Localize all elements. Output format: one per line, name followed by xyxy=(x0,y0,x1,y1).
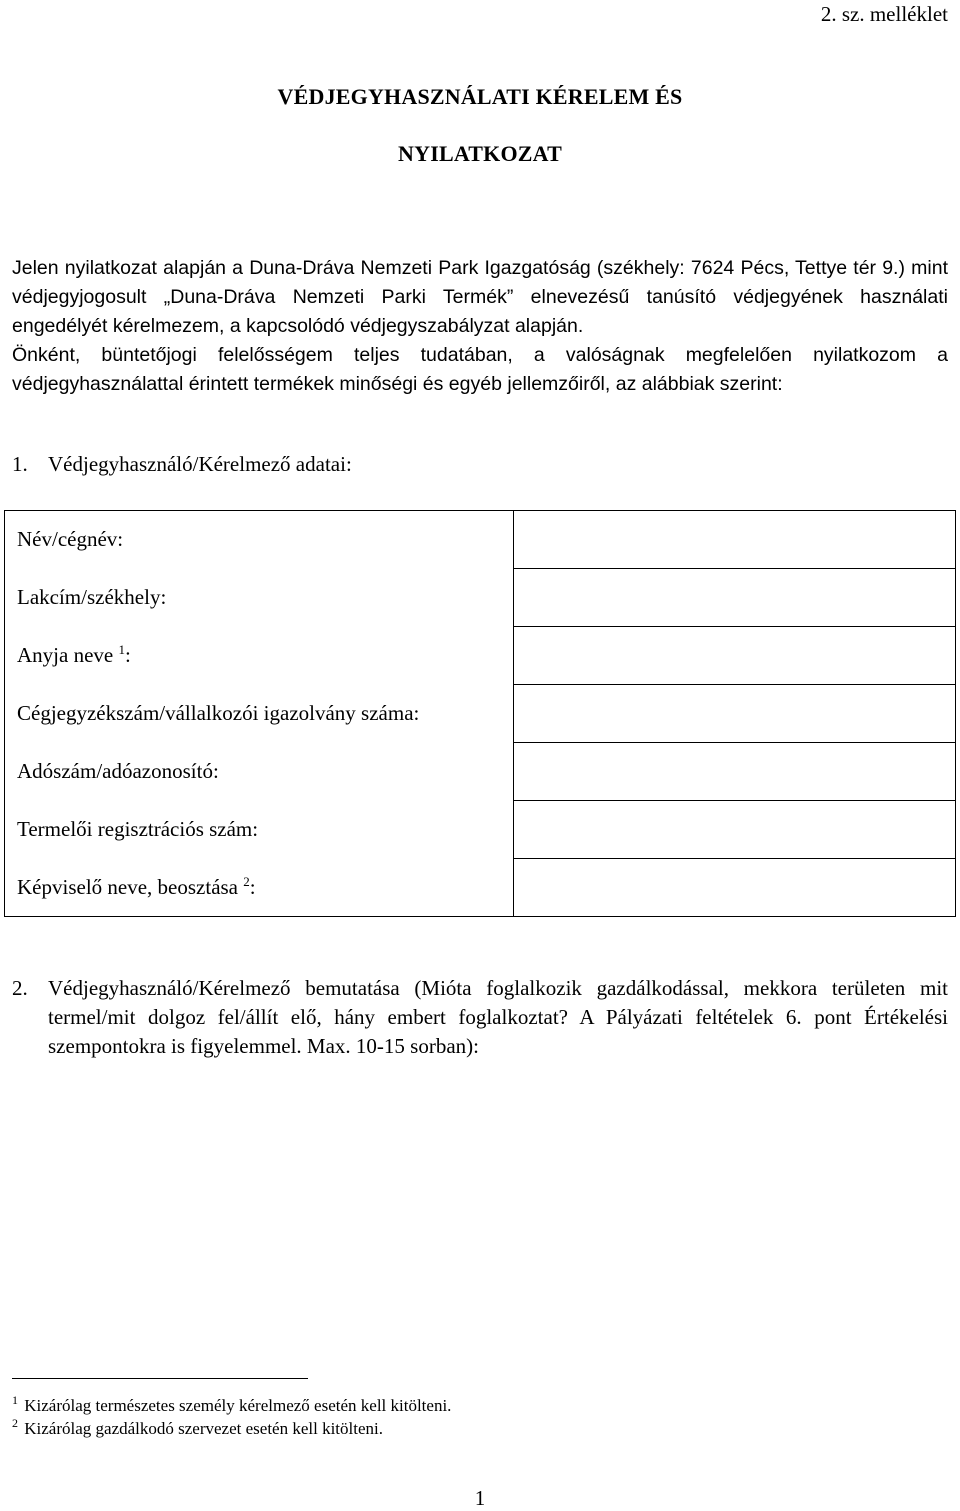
field-label-representative xyxy=(5,859,514,917)
field-value-mother-name[interactable] xyxy=(514,627,956,685)
intro-text xyxy=(12,254,948,399)
section1-heading xyxy=(12,452,352,477)
field-label-tax-number: Adószám/adóazonosító: xyxy=(5,743,514,801)
footnote-separator xyxy=(12,1378,308,1379)
annex-label: 2. sz. melléklet xyxy=(820,2,948,26)
footnote-number: 1 xyxy=(12,1393,18,1407)
field-label-mother-name xyxy=(5,627,514,685)
section1-title: Védjegyhasználó/Kérelmező adatai: xyxy=(48,452,352,476)
footnote-2 xyxy=(12,1417,451,1440)
intro-paragraph-2: Önként, büntetőjogi felelősségem teljes tudatában, a valóságnak megfelelően nyilatkozom a védjegyhasználattal érintett termékek minőségi és egyéb jellemzőiről, az alábbiak szerint: xyxy=(12,344,948,395)
section2-text: Védjegyhasználó/Kérelmező bemutatása (Mióta foglalkozik gazdálkodással, mekkora területen mit termel/mit dolgoz fel/állít elő, hány embert foglalkoztat? A Pályázati feltételek 6. pont Értékelési szempontokra is figyelemmel. Max. 10-15 sorban): xyxy=(48,976,948,1058)
footnote-text: Kizárólag természetes személy kérelmező esetén kell kitölteni. xyxy=(24,1396,452,1415)
table-row xyxy=(5,801,956,859)
field-value-representative[interactable] xyxy=(514,859,956,917)
footnote-ref-2: 2 xyxy=(243,873,250,889)
field-value-address[interactable] xyxy=(514,569,956,627)
field-value-tax-number[interactable] xyxy=(514,743,956,801)
table-row xyxy=(5,743,956,801)
label-colon: : xyxy=(249,874,256,899)
section2 xyxy=(12,974,948,1061)
field-label-name: Név/cégnév: xyxy=(5,511,514,569)
representative-text: Képviselő neve, beosztása xyxy=(17,874,239,899)
applicant-data-table xyxy=(4,510,956,917)
table-row xyxy=(5,859,956,917)
document-title-line1: VÉDJEGYHASZNÁLATI KÉRELEM ÉS xyxy=(277,84,683,109)
field-label-producer-registration: Termelői regisztrációs szám: xyxy=(5,801,514,859)
section2-number: 2. xyxy=(12,976,28,1000)
footnote-number: 2 xyxy=(12,1416,18,1430)
field-value-producer-registration[interactable] xyxy=(514,801,956,859)
field-value-name[interactable] xyxy=(514,511,956,569)
field-value-registry-number[interactable] xyxy=(514,685,956,743)
field-label-registry-number: Cégjegyzékszám/vállalkozói igazolvány száma: xyxy=(5,685,514,743)
table-row xyxy=(5,511,956,569)
footnotes xyxy=(12,1394,451,1440)
footnote-ref-1: 1 xyxy=(118,642,125,657)
intro-paragraph-1: Jelen nyilatkozat alapján a Duna-Dráva Nemzeti Park Igazgatóság (székhely: 7624 Pécs, Tettye tér 9.) mint védjegyjogosult „Duna-Dráva Nemzeti Parki Termék” elnevezésű tanúsító védjegyének használati engedélyét kérelmezem, a kapcsolódó védjegyszabályzat alapján. xyxy=(12,257,948,337)
page-number: 1 xyxy=(474,1486,486,1510)
label-colon: : xyxy=(124,643,131,667)
footnote-1 xyxy=(12,1394,451,1417)
document-title-line2: NYILATKOZAT xyxy=(398,141,562,166)
table-row xyxy=(5,569,956,627)
mother-name-text: Anyja neve xyxy=(17,643,114,667)
table-row xyxy=(5,627,956,685)
field-label-address: Lakcím/székhely: xyxy=(5,569,514,627)
section1-number: 1. xyxy=(12,452,28,476)
table-row xyxy=(5,685,956,743)
footnote-text: Kizárólag gazdálkodó szervezet esetén kell kitölteni. xyxy=(24,1419,383,1438)
